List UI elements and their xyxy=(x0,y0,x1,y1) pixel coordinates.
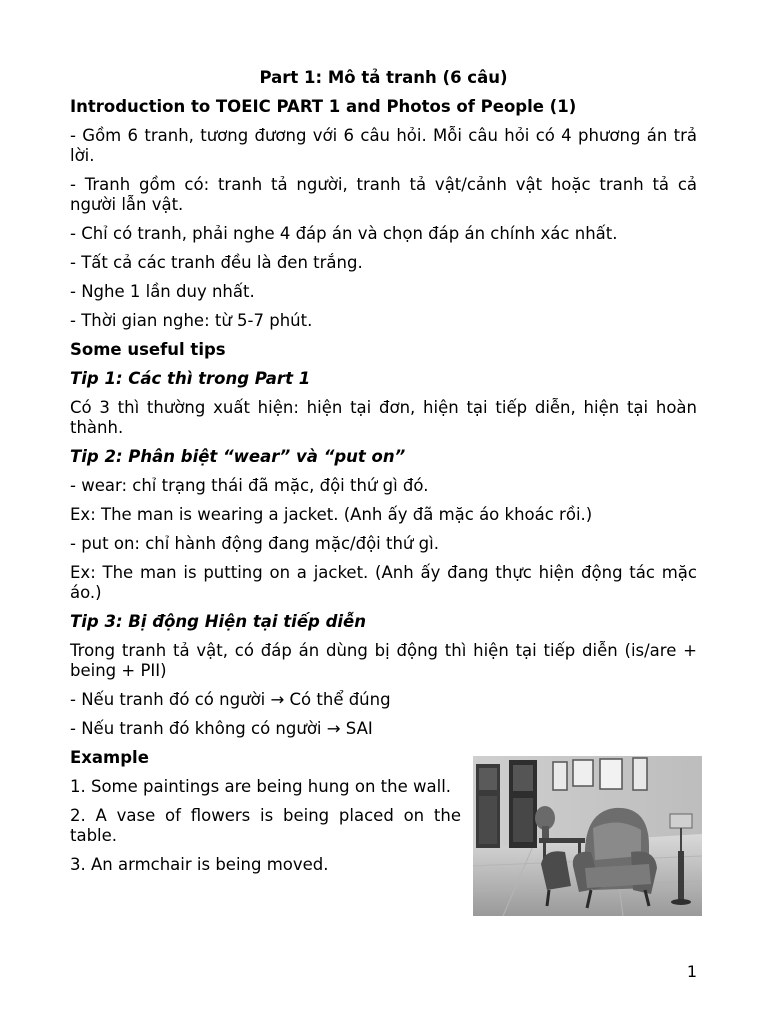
tip3-line: Trong tranh tả vật, có đáp án dùng bị động thì hiện tại tiếp diễn (is/are + being + PII) xyxy=(70,641,697,680)
page-number: 1 xyxy=(686,962,697,981)
intro-item: - Chỉ có tranh, phải nghe 4 đáp án và chọn đáp án chính xác nhất. xyxy=(70,224,618,243)
example-item: 2. A vase of flowers is being placed on the table. xyxy=(70,806,461,845)
example-heading: Example xyxy=(70,748,149,767)
intro-item: - Gồm 6 tranh, tương đương với 6 câu hỏi. Mỗi câu hỏi có 4 phương án trả lời. xyxy=(70,126,697,165)
example-photo xyxy=(473,756,702,916)
intro-item: - Tranh gồm có: tranh tả người, tranh tả vật/cảnh vật hoặc tranh tả cả người lẫn vật. xyxy=(70,175,697,214)
intro-item: - Nghe 1 lần duy nhất. xyxy=(70,282,255,301)
document-body xyxy=(70,68,697,884)
intro-item: - Tất cả các tranh đều là đen trắng. xyxy=(70,253,363,272)
example-section xyxy=(70,748,697,875)
tip2-line: Ex: The man is putting on a jacket. (Anh ấy đang thực hiện động tác mặc áo.) xyxy=(70,563,697,602)
tip3-line: - Nếu tranh đó có người → Có thể đúng xyxy=(70,690,391,709)
tip1-body: Có 3 thì thường xuất hiện: hiện tại đơn, hiện tại tiếp diễn, hiện tại hoàn thành. xyxy=(70,398,697,437)
tip3-line: - Nếu tranh đó không có người → SAI xyxy=(70,719,373,738)
example-text xyxy=(70,748,461,875)
tip2-line: Ex: The man is wearing a jacket. (Anh ấy đã mặc áo khoác rồi.) xyxy=(70,505,593,524)
tip2-line: - wear: chỉ trạng thái đã mặc, đội thứ gì đó. xyxy=(70,476,429,495)
intro-item: - Thời gian nghe: từ 5-7 phút. xyxy=(70,311,313,330)
tip3-heading: Tip 3: Bị động Hiện tại tiếp diễn xyxy=(70,612,366,631)
tip2-heading: Tip 2: Phân biệt “wear” và “put on” xyxy=(70,447,406,466)
tips-heading: Some useful tips xyxy=(70,340,226,359)
intro-heading: Introduction to TOEIC PART 1 and Photos of People (1) xyxy=(70,97,577,116)
example-item: 3. An armchair is being moved. xyxy=(70,855,329,874)
tip1-heading: Tip 1: Các thì trong Part 1 xyxy=(70,369,311,388)
example-item: 1. Some paintings are being hung on the wall. xyxy=(70,777,452,796)
tip2-line: - put on: chỉ hành động đang mặc/đội thứ gì. xyxy=(70,534,439,553)
page-title: Part 1: Mô tả tranh (6 câu) xyxy=(259,68,508,87)
